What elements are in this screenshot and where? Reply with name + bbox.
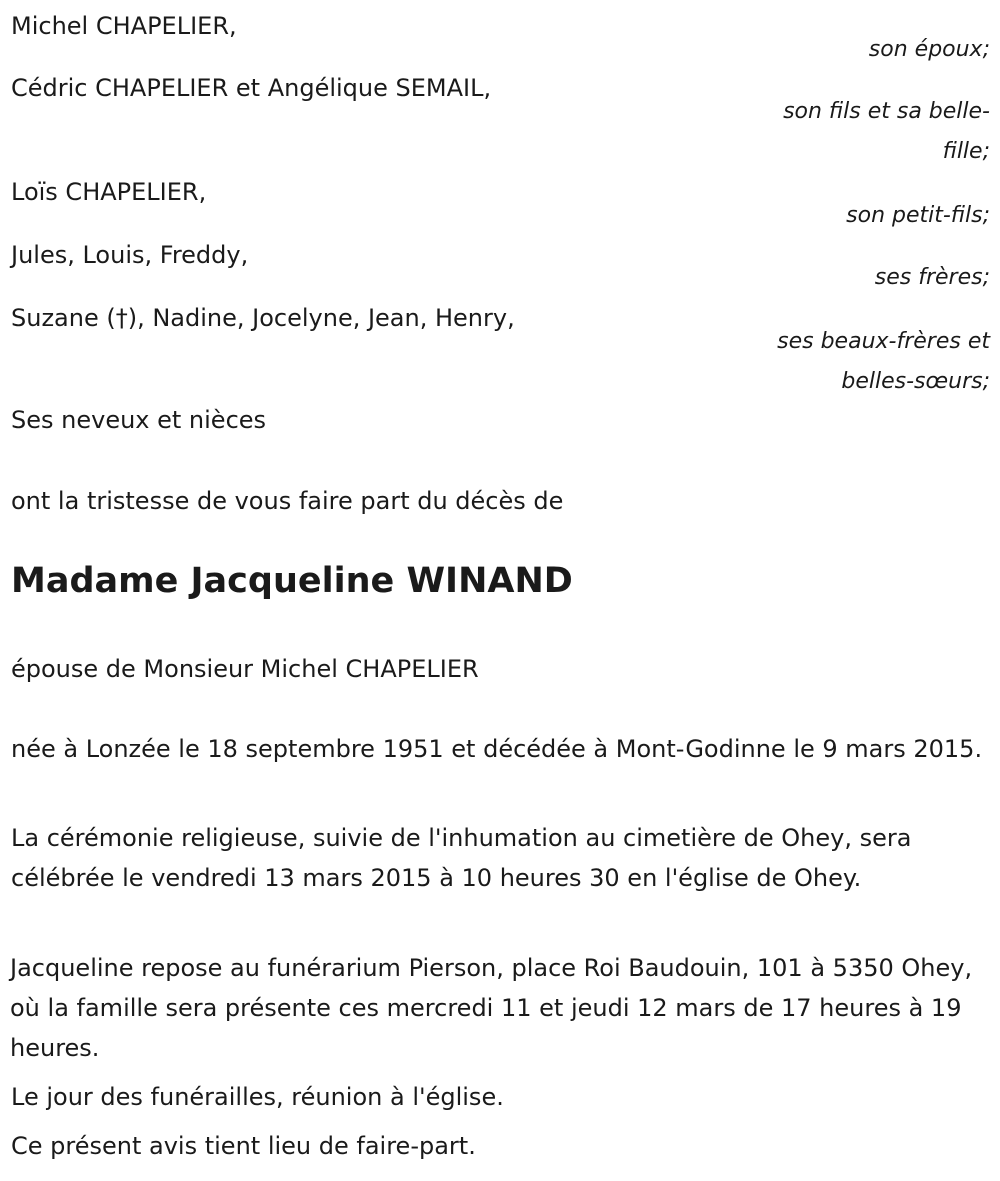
spouse-line: épouse de Monsieur Michel CHAPELIER	[11, 655, 479, 683]
birth-death-paragraph: née à Lonzée le 18 septembre 1951 et décédée à Mont-Godinne le 9 mars 2015.	[11, 735, 983, 763]
nephews-line: Ses neveux et nièces	[11, 406, 267, 434]
deceased-name: Madame Jacqueline WINAND	[11, 561, 573, 601]
family-relation: ses frères;	[874, 265, 990, 290]
announcement-line: ont la tristesse de vous faire part du décès de	[11, 487, 564, 515]
family-name: Michel CHAPELIER,	[11, 12, 237, 40]
funeral-day-paragraph: Le jour des funérailles, réunion à l'église.	[11, 1083, 504, 1111]
family-name: Loïs CHAPELIER,	[11, 178, 207, 206]
family-name: Suzane (†), Nadine, Jocelyne, Jean, Henry,	[11, 304, 515, 332]
family-relation: son petit-fils;	[846, 203, 990, 228]
funerarium-paragraph: Jacqueline repose au funérarium Pierson, place Roi Baudouin, 101 à 5350 Ohey, où la famille sera présente ces mercredi 11 et jeudi 12 mars de 17 heures à 19 heures.	[10, 954, 973, 1062]
family-relation: son époux;	[868, 37, 990, 62]
family-name: Cédric CHAPELIER et Angélique SEMAIL,	[11, 74, 492, 102]
ceremony-paragraph: La cérémonie religieuse, suivie de l'inhumation au cimetière de Ohey, sera célébrée le vendredi 13 mars 2015 à 10 heures 30 en l'église de Ohey.	[11, 824, 912, 892]
family-name: Jules, Louis, Freddy,	[11, 241, 249, 269]
notice-paragraph: Ce présent avis tient lieu de faire-part.	[11, 1132, 476, 1160]
family-relation: son fils et sa belle-fille;	[783, 99, 990, 164]
family-relation: ses beaux-frères et belles-sœurs;	[777, 329, 990, 394]
